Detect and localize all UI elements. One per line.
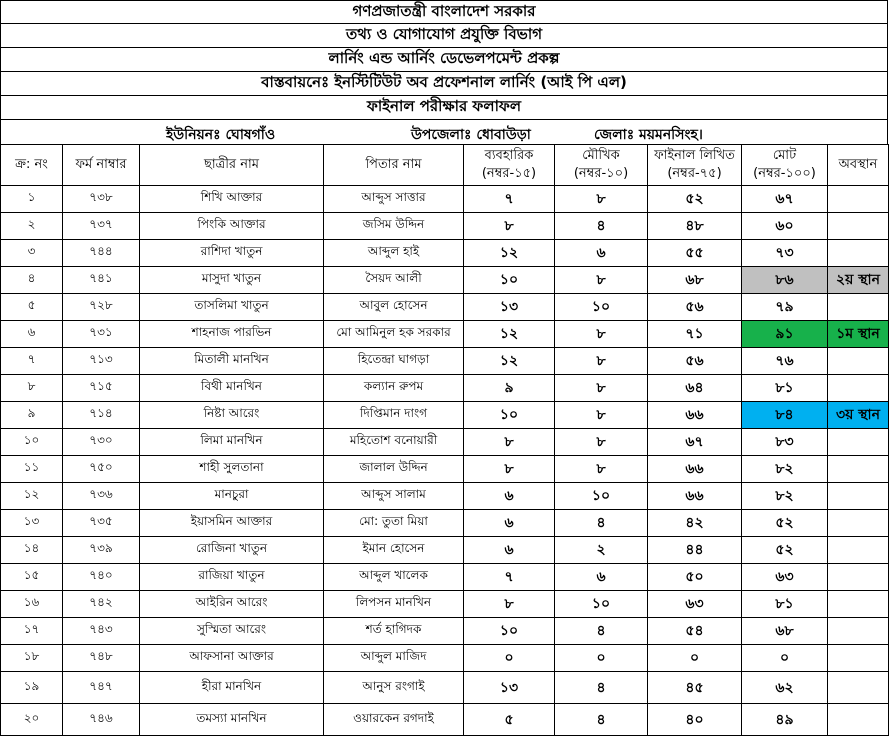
total-cell: ৮৬	[742, 267, 828, 294]
form-number-cell: ৭৪০	[63, 564, 140, 591]
father-name-cell: আনুস রংগাই	[324, 672, 464, 704]
col-oral	[555, 145, 648, 186]
form-number-cell: ৭২৮	[63, 294, 140, 321]
total-cell: ৮২	[742, 456, 828, 483]
total-cell: ৬৭	[742, 186, 828, 213]
practical-cell: ১২	[464, 321, 555, 348]
serial-cell: ১৬	[1, 591, 63, 618]
father-name-cell: মো: তুতা মিয়া	[324, 510, 464, 537]
student-name-cell: নিষ্টা আরেং	[140, 402, 324, 429]
table-row	[1, 704, 889, 736]
total-cell: ৭৯	[742, 294, 828, 321]
practical-cell: ১২	[464, 240, 555, 267]
col-written	[648, 145, 742, 186]
rank-cell	[828, 672, 889, 704]
written-cell: ৫৬	[648, 294, 742, 321]
father-name-cell: সৈয়দ আলী	[324, 267, 464, 294]
serial-cell: ২	[1, 213, 63, 240]
table-row	[1, 483, 889, 510]
oral-cell: ৮	[555, 348, 648, 375]
total-cell: ৭৩	[742, 240, 828, 267]
district-label: জেলাঃ ময়মনসিংহ।	[594, 127, 703, 143]
student-name-cell: রাজিয়া খাতুন	[140, 564, 324, 591]
written-cell: ৪৫	[648, 672, 742, 704]
serial-cell: ৫	[1, 294, 63, 321]
written-cell: ৪৮	[648, 213, 742, 240]
student-name-cell: শাহী সুলতানা	[140, 456, 324, 483]
form-number-cell: ৭৩৯	[63, 537, 140, 564]
table-row	[1, 348, 889, 375]
results-table	[0, 144, 889, 736]
oral-cell: ৪	[555, 672, 648, 704]
written-cell: ৬৮	[648, 267, 742, 294]
rank-cell	[828, 348, 889, 375]
student-name-cell: রোজিনা খাতুন	[140, 537, 324, 564]
col-total	[742, 145, 828, 186]
total-cell: ৯১	[742, 321, 828, 348]
practical-cell: ১০	[464, 402, 555, 429]
serial-cell: ৯	[1, 402, 63, 429]
form-number-cell: ৭৪১	[63, 267, 140, 294]
practical-cell: ৭	[464, 564, 555, 591]
serial-cell: ১৮	[1, 645, 63, 672]
form-number-cell: ৭১৫	[63, 375, 140, 402]
table-row	[1, 267, 889, 294]
form-number-cell: ৭৪২	[63, 591, 140, 618]
form-number-cell: ৭৩৬	[63, 483, 140, 510]
rank-cell	[828, 645, 889, 672]
practical-cell: ১২	[464, 348, 555, 375]
father-name-cell: শর্ত হাগিদক	[324, 618, 464, 645]
serial-cell: ৩	[1, 240, 63, 267]
rank-cell	[828, 186, 889, 213]
table-row	[1, 672, 889, 704]
oral-cell: ১০	[555, 294, 648, 321]
col-father-name: পিতার নাম	[324, 145, 464, 186]
oral-cell: ৬	[555, 240, 648, 267]
oral-cell: ৮	[555, 186, 648, 213]
oral-cell: ০	[555, 645, 648, 672]
implementer-title: বাস্তবায়নেঃ ইনস্টিটিউট অব প্রফেশনাল লার্নিং (আই পি এল)	[0, 72, 888, 96]
practical-cell: ৮	[464, 429, 555, 456]
serial-cell: ১৭	[1, 618, 63, 645]
serial-cell: ৬	[1, 321, 63, 348]
form-number-cell: ৭১৪	[63, 402, 140, 429]
rank-cell	[828, 429, 889, 456]
father-name-cell: ইমান হোসেন	[324, 537, 464, 564]
table-row	[1, 591, 889, 618]
oral-cell: ৪	[555, 213, 648, 240]
student-name-cell: বিথী মানখিন	[140, 375, 324, 402]
student-name-cell: মাসুদা খাতুন	[140, 267, 324, 294]
col-total-max: (নম্বর-১০০)	[753, 166, 816, 181]
total-cell: ৮৩	[742, 429, 828, 456]
oral-cell: ২	[555, 537, 648, 564]
serial-cell: ১৪	[1, 537, 63, 564]
form-number-cell: ৭৪৬	[63, 704, 140, 736]
student-name-cell: শাহনাজ পারভিন	[140, 321, 324, 348]
oral-cell: ৮	[555, 456, 648, 483]
father-name-cell: লিপসন মানখিন	[324, 591, 464, 618]
col-serial: ক্র: নং	[1, 145, 63, 186]
total-cell: ৮২	[742, 483, 828, 510]
col-written-max: (নম্বর-৭৫)	[667, 166, 722, 181]
rank-cell	[828, 704, 889, 736]
student-name-cell: শিখি আক্তার	[140, 186, 324, 213]
form-number-cell: ৭৩১	[63, 321, 140, 348]
practical-cell: ৭	[464, 186, 555, 213]
father-name-cell: দিপ্তিমান দাংগ	[324, 402, 464, 429]
oral-cell: ৮	[555, 321, 648, 348]
rank-cell	[828, 537, 889, 564]
location-row	[0, 120, 888, 144]
practical-cell: ৮	[464, 591, 555, 618]
rank-cell	[828, 618, 889, 645]
written-cell: ৪৪	[648, 537, 742, 564]
father-name-cell: আব্দুল হাই	[324, 240, 464, 267]
student-name-cell: রাশিদা খাতুন	[140, 240, 324, 267]
written-cell: ৬৬	[648, 402, 742, 429]
oral-cell: ১০	[555, 591, 648, 618]
practical-cell: ৬	[464, 483, 555, 510]
serial-cell: ৭	[1, 348, 63, 375]
written-cell: ০	[648, 645, 742, 672]
rank-cell	[828, 240, 889, 267]
col-form-number: ফর্ম নাম্বার	[63, 145, 140, 186]
table-row	[1, 537, 889, 564]
serial-cell: ১	[1, 186, 63, 213]
oral-cell: ৮	[555, 267, 648, 294]
total-cell: ৮১	[742, 591, 828, 618]
rank-cell	[828, 510, 889, 537]
table-row	[1, 402, 889, 429]
father-name-cell: আবুল হোসেন	[324, 294, 464, 321]
col-practical-label: ব্যবহারিক	[484, 148, 534, 163]
serial-cell: ১৯	[1, 672, 63, 704]
form-number-cell: ৭৪৪	[63, 240, 140, 267]
oral-cell: ৮	[555, 402, 648, 429]
written-cell: ৫২	[648, 186, 742, 213]
oral-cell: ৮	[555, 375, 648, 402]
table-row	[1, 375, 889, 402]
serial-cell: ১৩	[1, 510, 63, 537]
total-cell: ৫২	[742, 510, 828, 537]
total-cell: ৬৮	[742, 618, 828, 645]
col-rank: অবস্থান	[828, 145, 889, 186]
oral-cell: ১০	[555, 483, 648, 510]
student-name-cell: হীরা মানখিন	[140, 672, 324, 704]
table-row	[1, 429, 889, 456]
written-cell: ৫০	[648, 564, 742, 591]
col-student-name: ছাত্রীর নাম	[140, 145, 324, 186]
rank-cell	[828, 213, 889, 240]
rank-cell: ৩য় স্থান	[828, 402, 889, 429]
serial-cell: ১৫	[1, 564, 63, 591]
written-cell: ৪০	[648, 704, 742, 736]
father-name-cell: আব্দুস সাত্তার	[324, 186, 464, 213]
student-name-cell: মিতালী মানখিন	[140, 348, 324, 375]
father-name-cell: হিতেন্দ্রা ঘাগড়া	[324, 348, 464, 375]
col-oral-max: (নম্বর-১০)	[573, 166, 629, 181]
exam-title: ফাইনাল পরীক্ষার ফলাফল	[0, 96, 888, 120]
table-row	[1, 294, 889, 321]
father-name-cell: জালাল উদ্দিন	[324, 456, 464, 483]
written-cell: ৪২	[648, 510, 742, 537]
student-name-cell: পিংকি আক্তার	[140, 213, 324, 240]
total-cell: ৬৩	[742, 564, 828, 591]
total-cell: ৪৯	[742, 704, 828, 736]
government-title: গণপ্রজাতন্ত্রী বাংলাদেশ সরকার	[0, 0, 888, 24]
written-cell: ৫৫	[648, 240, 742, 267]
oral-cell: ৮	[555, 429, 648, 456]
total-cell: ৮১	[742, 375, 828, 402]
total-cell: ৫২	[742, 537, 828, 564]
total-cell: ৮৪	[742, 402, 828, 429]
form-number-cell: ৭১৩	[63, 348, 140, 375]
student-name-cell: আইরিন আরেং	[140, 591, 324, 618]
total-cell: ৭৬	[742, 348, 828, 375]
union-label: ইউনিয়নঃ ঘোষগাঁও	[166, 127, 276, 143]
rank-cell	[828, 591, 889, 618]
father-name-cell: জসিম উদ্দিন	[324, 213, 464, 240]
serial-cell: ১২	[1, 483, 63, 510]
form-number-cell: ৭৩০	[63, 429, 140, 456]
written-cell: ৬৭	[648, 429, 742, 456]
table-row	[1, 564, 889, 591]
project-title: লার্নিং এন্ড আর্নিং ডেভেলপমেন্ট প্রকল্প	[0, 48, 888, 72]
practical-cell: ৬	[464, 510, 555, 537]
practical-cell: ১৩	[464, 672, 555, 704]
oral-cell: ৪	[555, 510, 648, 537]
student-name-cell: তমস্যা মানখিন	[140, 704, 324, 736]
student-name-cell: আফসানা আক্তার	[140, 645, 324, 672]
serial-cell: ২০	[1, 704, 63, 736]
col-total-label: মোট	[772, 148, 797, 163]
serial-cell: ১০	[1, 429, 63, 456]
form-number-cell: ৭৪৭	[63, 672, 140, 704]
practical-cell: ১০	[464, 267, 555, 294]
written-cell: ৭১	[648, 321, 742, 348]
form-number-cell: ৭৩৭	[63, 213, 140, 240]
form-number-cell: ৭৪৩	[63, 618, 140, 645]
student-name-cell: ইয়াসমিন আক্তার	[140, 510, 324, 537]
rank-cell	[828, 564, 889, 591]
rank-cell	[828, 294, 889, 321]
written-cell: ৬৬	[648, 456, 742, 483]
col-oral-label: মৌখিক	[582, 148, 620, 163]
oral-cell: ৬	[555, 564, 648, 591]
father-name-cell: মো আমিনুল হক সরকার	[324, 321, 464, 348]
written-cell: ৬৩	[648, 591, 742, 618]
father-name-cell: আব্দুল মাজিদ	[324, 645, 464, 672]
practical-cell: ১৩	[464, 294, 555, 321]
father-name-cell: ওয়ারকেন রগদাই	[324, 704, 464, 736]
results-body	[1, 186, 889, 736]
rank-cell	[828, 375, 889, 402]
col-practical	[464, 145, 555, 186]
written-cell: ৬৪	[648, 375, 742, 402]
table-row	[1, 510, 889, 537]
practical-cell: ৬	[464, 537, 555, 564]
practical-cell: ০	[464, 645, 555, 672]
serial-cell: ১১	[1, 456, 63, 483]
table-row	[1, 456, 889, 483]
col-practical-max: (নম্বর-১৫)	[481, 166, 537, 181]
total-cell: ৬০	[742, 213, 828, 240]
table-row	[1, 186, 889, 213]
rank-cell	[828, 456, 889, 483]
oral-cell: ৪	[555, 618, 648, 645]
father-name-cell: আব্দুল খালেক	[324, 564, 464, 591]
table-row	[1, 321, 889, 348]
written-cell: ৫৪	[648, 618, 742, 645]
table-row	[1, 645, 889, 672]
student-name-cell: লিমা মানখিন	[140, 429, 324, 456]
form-number-cell: ৭৪৮	[63, 645, 140, 672]
rank-cell: ১ম স্থান	[828, 321, 889, 348]
student-name-cell: সুস্মিতা আরেং	[140, 618, 324, 645]
rank-cell: ২য় স্থান	[828, 267, 889, 294]
table-row	[1, 240, 889, 267]
student-name-cell: তাসলিমা খাতুন	[140, 294, 324, 321]
serial-cell: ৮	[1, 375, 63, 402]
col-written-label: ফাইনাল লিখিত	[654, 148, 735, 163]
total-cell: ৬২	[742, 672, 828, 704]
form-number-cell: ৭৫০	[63, 456, 140, 483]
upazila-label: উপজেলাঃ ধোবাউড়া	[411, 127, 531, 143]
father-name-cell: আব্দুস সালাম	[324, 483, 464, 510]
rank-cell	[828, 483, 889, 510]
father-name-cell: মহিতোশ বনোয়ারী	[324, 429, 464, 456]
serial-cell: ৪	[1, 267, 63, 294]
written-cell: ৫৬	[648, 348, 742, 375]
oral-cell: ৪	[555, 704, 648, 736]
father-name-cell: কল্যান রুপম	[324, 375, 464, 402]
written-cell: ৬৬	[648, 483, 742, 510]
practical-cell: ৯	[464, 375, 555, 402]
practical-cell: ১০	[464, 618, 555, 645]
form-number-cell: ৭৩৫	[63, 510, 140, 537]
division-title: তথ্য ও যোগাযোগ প্রযুক্তি বিভাগ	[0, 24, 888, 48]
student-name-cell: মানচুরা	[140, 483, 324, 510]
practical-cell: ৮	[464, 213, 555, 240]
practical-cell: ৮	[464, 456, 555, 483]
form-number-cell: ৭৩৮	[63, 186, 140, 213]
table-header-row	[1, 145, 889, 186]
practical-cell: ৫	[464, 704, 555, 736]
table-row	[1, 618, 889, 645]
table-row	[1, 213, 889, 240]
total-cell: ০	[742, 645, 828, 672]
